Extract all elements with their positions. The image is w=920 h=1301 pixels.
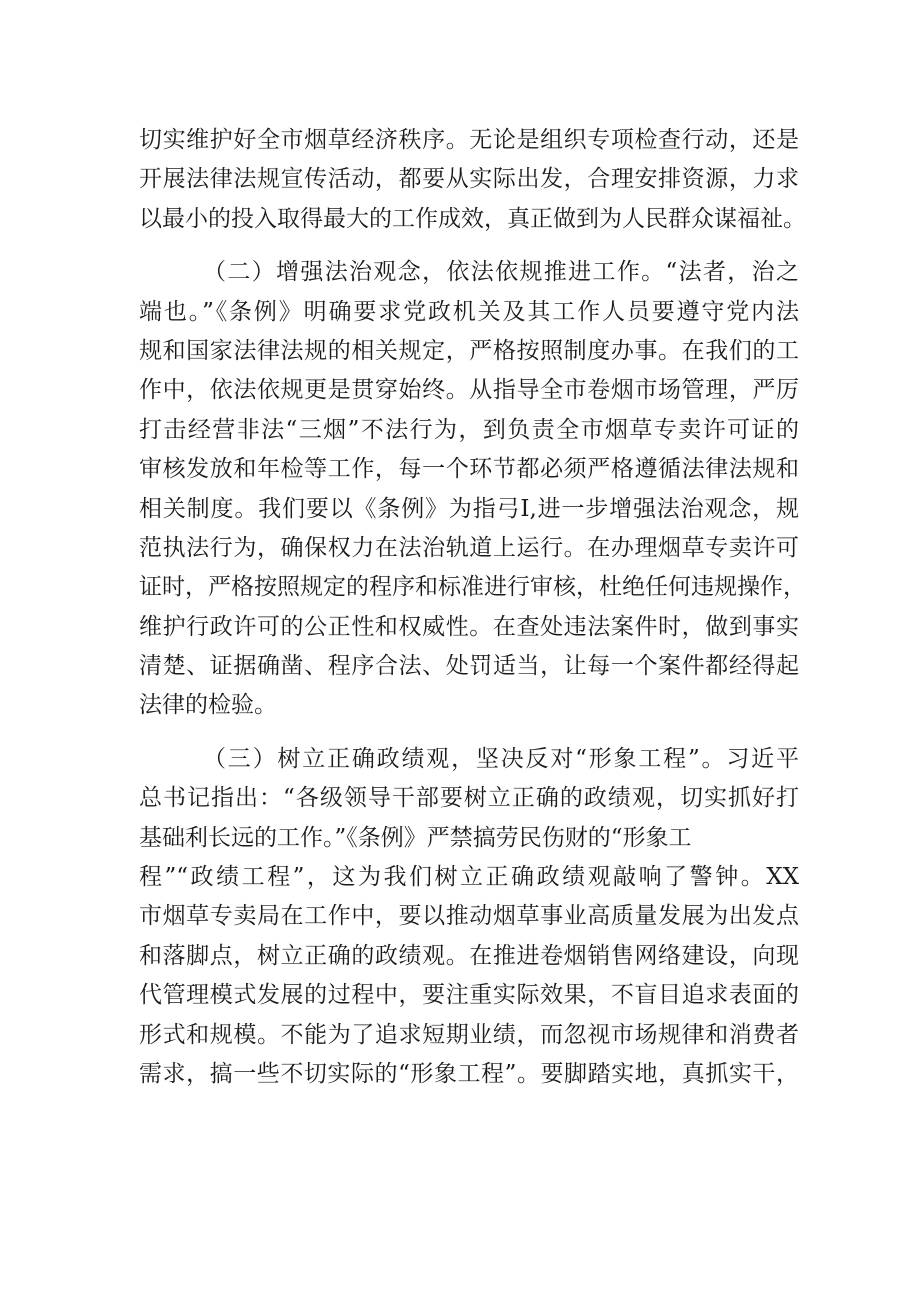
text-line: 证时，严格按照规定的程序和标准进行审核，杜绝任何违规操作， bbox=[139, 574, 806, 601]
paragraph bbox=[139, 121, 806, 239]
text-line: 基础利长远的工作。”《条例》严禁搞劳民伤财的“形象工 bbox=[139, 824, 692, 851]
document-body bbox=[139, 121, 806, 1094]
paragraph bbox=[139, 253, 806, 726]
text-line: 市烟草专卖局在工作中，要以推动烟草事业高质量发展为出发点 bbox=[139, 903, 799, 930]
text-line: 相关制度。我们要以《条例》为指弓I,进一步增强法治观念，规 bbox=[139, 495, 799, 522]
paragraph-spacing bbox=[139, 726, 799, 740]
text-line: 切实维护好全市烟草经济秩序。无论是组织专项检查行动，还是 bbox=[139, 127, 799, 153]
text-line: 总书记指出：“各级领导干部要树立正确的政绩观，切实抓好打 bbox=[139, 785, 799, 812]
text-line: 形式和规模。不能为了追求短期业绩，而忽视市场规律和消费者 bbox=[139, 1021, 799, 1048]
text-line: 以最小的投入取得最大的工作成效，真正做到为人民群众谋福祉。 bbox=[139, 205, 806, 232]
text-line: 范执法行为，确保权力在法治轨道上运行。在办理烟草专卖许可 bbox=[139, 534, 799, 561]
paragraph-spacing bbox=[139, 239, 799, 253]
text-line: 端也。”《条例》明确要求党政机关及其工作人员要遵守党内法 bbox=[139, 298, 799, 325]
text-line: 需求，搞一些不切实际的“形象工程”。要脚踏实地，真抓实干， bbox=[139, 1060, 799, 1087]
text-line: 和落脚点，树立正确的政绩观。在推进卷烟销售网络建设，向现 bbox=[139, 942, 799, 969]
section-heading-line: （二）增强法治观念，依法依规推进工作。“法者，治之 bbox=[203, 259, 799, 286]
text-line: 规和国家法律法规的相关规定，严格按照制度办事。在我们的工 bbox=[139, 337, 799, 364]
text-line: 打击经营非法“三烟”不法行为，到负责全市烟草专卖许可证的 bbox=[139, 416, 799, 443]
text-line: 法律的检验。 bbox=[139, 692, 277, 719]
text-line: 维护行政许可的公正性和权威性。在查处违法案件时，做到事实 bbox=[139, 613, 799, 640]
paragraph bbox=[139, 740, 799, 1095]
text-line: 程”“政绩工程”，这为我们树立正确政绩观敲响了警钟。XX bbox=[139, 864, 799, 891]
text-line: 开展法律法规宣传活动，都要从实际出发，合理安排资源，力求 bbox=[139, 166, 799, 193]
text-line: 审核发放和年检等工作，每一个环节都必须严格遵循法律法规和 bbox=[139, 456, 799, 483]
section-heading-line: （三）树立正确政绩观，坚决反对“形象工程”。习近平 bbox=[203, 745, 799, 772]
text-line: 作中，依法依规更是贯穿始终。从指导全市卷烟市场管理，严厉 bbox=[139, 377, 799, 404]
text-line: 清楚、证据确凿、程序合法、处罚适当，让每一个案件都经得起 bbox=[139, 653, 799, 680]
text-line: 代管理模式发展的过程中，要注重实际效果，不盲目追求表面的 bbox=[139, 982, 799, 1009]
